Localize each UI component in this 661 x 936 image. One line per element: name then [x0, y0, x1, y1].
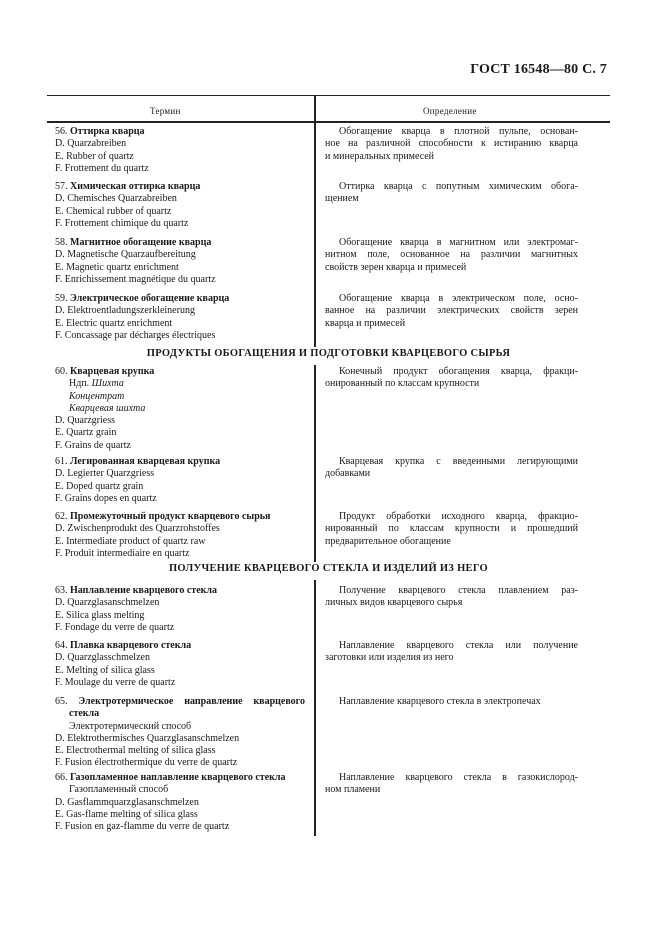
definition-line: предварительное обогащение — [325, 535, 451, 547]
term-entry — [55, 237, 305, 286]
term-definition — [325, 696, 578, 708]
translation-f: F. Frottement chimique du quartz — [55, 217, 189, 229]
term-entry — [55, 181, 305, 230]
synonym-term: Электротермический способ — [69, 720, 192, 732]
deprecated-term-text: Концентрат — [69, 390, 125, 402]
definition-line: личных видов кварцевого сырья — [325, 597, 463, 609]
column-header-term: Термин — [150, 106, 181, 116]
term-number: 60. — [55, 366, 70, 377]
term-title: кварцевого — [253, 696, 305, 707]
translation-f: F. Fusion en gaz-flamme du verre de quartz — [55, 821, 230, 833]
term-title: стекла — [69, 708, 100, 720]
translation-f: F. Fusion électrothermique du verre de quartz — [55, 757, 238, 769]
translation-e: E. Gas-flame melting of silica glass — [55, 808, 198, 820]
term-line — [55, 696, 305, 708]
term-title: Химическая оттирка кварца — [70, 181, 201, 192]
definition-line: ванное на различии электрических свойств зерен — [325, 305, 578, 317]
definition-line: Обогащение кварца в электрическом поле, осно- — [339, 293, 578, 304]
term-title: Газопламенное наплавление кварцевого стекла — [70, 772, 286, 783]
translation-e: E. Melting of silica glass — [55, 664, 155, 676]
translation-e: E. Rubber of quartz — [55, 150, 134, 162]
term-line — [55, 456, 305, 468]
definition-line: заготовки или изделия из него — [325, 652, 454, 664]
term-title: Кварцевая крупка — [70, 366, 155, 377]
term-number: 58. — [55, 237, 70, 248]
translation-f: F. Enrichissement magnétique du quartz — [55, 273, 216, 285]
term-title: Легированная кварцевая крупка — [70, 456, 221, 467]
translation-f: F. Frottement du quartz — [55, 162, 149, 174]
translation-e: E. Magnetic quartz enrichment — [55, 261, 179, 273]
definition-line: ном пламени — [325, 784, 381, 796]
definition-line: щением — [325, 193, 359, 205]
term-title: Электротермическое — [78, 696, 174, 707]
definition-line: добавками — [325, 468, 371, 480]
term-number: 66. — [55, 772, 70, 783]
table-top-rule — [47, 95, 610, 96]
term-entry — [55, 640, 305, 689]
term-number: 56. — [55, 126, 70, 137]
term-line — [55, 366, 305, 378]
translation-f: F. Grains dopes en quartz — [55, 492, 157, 504]
translation-d: D. Quarzglasschmelzen — [55, 652, 150, 664]
term-definition — [325, 772, 578, 797]
term-number: 64. — [55, 640, 70, 651]
translation-d: D. Magnetische Quarzaufbereitung — [55, 249, 196, 261]
term-number: 59. — [55, 293, 70, 304]
column-divider — [314, 95, 316, 347]
term-definition — [325, 585, 578, 610]
translation-e: E. Silica glass melting — [55, 609, 145, 621]
term-definition — [325, 237, 578, 274]
term-line — [55, 511, 305, 523]
term-line — [55, 640, 305, 652]
term-entry — [55, 293, 305, 342]
term-definition — [325, 126, 578, 163]
term-entry — [55, 585, 305, 634]
term-entry — [55, 126, 305, 175]
header-bottom-rule — [47, 121, 610, 123]
translation-d: D. Zwischenprodukt des Quarzrohstoffes — [55, 523, 220, 535]
definition-line: Наплавление кварцевого стекла в электропечах — [339, 696, 541, 707]
definition-line: Наплавление кварцевого стекла в газокислород- — [339, 772, 578, 783]
definition-line: свойств зерен кварца и примесей — [325, 261, 467, 273]
definition-line: Оттирка кварца с попутным химическим обога- — [339, 181, 578, 192]
term-title: Наплавление кварцевого стекла — [70, 585, 218, 596]
translation-e: E. Chemical rubber of quartz — [55, 205, 172, 217]
translation-d: D. Quarzglasanschmelzen — [55, 597, 160, 609]
term-title: Магнитное обогащение кварца — [70, 237, 212, 248]
deprecated-label: Ндп. — [69, 378, 92, 390]
deprecated-term-text: Кварцевая шихта — [69, 402, 146, 414]
term-number: 63. — [55, 585, 70, 596]
translation-f: F. Moulage du verre de quartz — [55, 676, 176, 688]
term-entry — [55, 696, 305, 770]
definition-line: Получение кварцевого стекла плавлением раз- — [339, 585, 578, 596]
term-line — [55, 237, 305, 249]
column-divider — [314, 365, 316, 562]
term-number: 62. — [55, 511, 70, 522]
term-line — [55, 181, 305, 193]
translation-d: D. Elektrothermisches Quarzglasanschmelzen — [55, 732, 240, 744]
term-title: Промежуточный продукт кварцевого сырья — [70, 511, 271, 522]
term-line — [55, 585, 305, 597]
translation-f: F. Fondage du verre de quartz — [55, 621, 175, 633]
section-heading: ПОЛУЧЕНИЕ КВАРЦЕВОГО СТЕКЛА И ИЗДЕЛИЙ ИЗ НЕГО — [168, 563, 489, 574]
term-definition — [325, 181, 578, 206]
translation-f: F. Produit intermediaire en quartz — [55, 547, 190, 559]
term-entry — [55, 772, 305, 833]
translation-e: E. Intermediate product of quartz raw — [55, 535, 206, 547]
deprecated-term — [55, 391, 305, 403]
column-divider — [314, 580, 316, 836]
term-definition — [325, 293, 578, 330]
definition-line: Конечный продукт обогащения кварца, фракци- — [339, 366, 578, 377]
definition-line: ное на различной способности к истиранию кварца — [325, 138, 578, 150]
synonym-term: Газопламенный способ — [69, 784, 169, 796]
term-title: Плавка кварцевого стекла — [70, 640, 192, 651]
term-entry — [55, 511, 305, 560]
deprecated-term — [55, 403, 305, 415]
translation-d: D. Quarzgriess — [55, 415, 115, 427]
term-title: Оттирка кварца — [70, 126, 145, 137]
deprecated-term-text: Шихта — [91, 378, 124, 390]
definition-line: кварца и примесей — [325, 317, 406, 329]
document-reference: ГОСТ 16548—80 С. 7 — [470, 62, 607, 77]
definition-line: Наплавление кварцевого стекла или получение — [339, 640, 578, 651]
translation-d: D. Elektroentladungszerkleinerung — [55, 305, 195, 317]
term-line — [55, 708, 305, 720]
term-definition — [325, 640, 578, 665]
term-entry — [55, 366, 305, 452]
term-entry — [55, 456, 305, 505]
term-line — [55, 126, 305, 138]
term-number: 65. — [55, 696, 68, 707]
translation-f: F. Grains de quartz — [55, 439, 131, 451]
term-definition — [325, 456, 578, 481]
deprecated-term — [55, 378, 305, 390]
translation-d: D. Gasflammquarzglasanschmelzen — [55, 796, 199, 808]
definition-line: Кварцевая крупка с введенными легирующими — [339, 456, 578, 467]
term-number: 57. — [55, 181, 70, 192]
translation-d: D. Chemisches Quarzabreiben — [55, 193, 177, 205]
translation-e: E. Electric quartz enrichment — [55, 317, 173, 329]
translation-e: E. Quartz grain — [55, 427, 117, 439]
translation-e: E. Doped quartz grain — [55, 480, 144, 492]
definition-line: нированный по классам крупности и прошедший — [325, 523, 578, 535]
definition-line: Обогащение кварца в магнитном или электромаг- — [339, 237, 578, 248]
translation-d: D. Quarzabreiben — [55, 138, 127, 150]
definition-line: нитном поле, основанное на различии магнитных — [325, 249, 578, 261]
term-title: Электрическое обогащение кварца — [70, 293, 230, 304]
term-line — [55, 293, 305, 305]
term-number: 61. — [55, 456, 70, 467]
term-definition — [325, 366, 578, 391]
translation-e: E. Electrothermal melting of silica glass — [55, 745, 216, 757]
translation-d: D. Legierter Quarzgriess — [55, 468, 155, 480]
definition-line: онированный по классам крупности — [325, 378, 480, 390]
term-title: направление — [184, 696, 243, 707]
definition-line: Обогащение кварца в плотной пульпе, основан- — [339, 126, 578, 137]
column-header-definition: Определение — [423, 106, 477, 116]
translation-f: F. Concassage par décharges électriques — [55, 329, 216, 341]
section-heading: ПРОДУКТЫ ОБОГАЩЕНИЯ И ПОДГОТОВКИ КВАРЦЕВОГО СЫРЬЯ — [146, 348, 511, 359]
definition-line: и минеральных примесей — [325, 150, 435, 162]
term-definition — [325, 511, 578, 548]
term-line — [55, 772, 305, 784]
definition-line: Продукт обработки исходного кварца, фракцио- — [339, 511, 578, 522]
